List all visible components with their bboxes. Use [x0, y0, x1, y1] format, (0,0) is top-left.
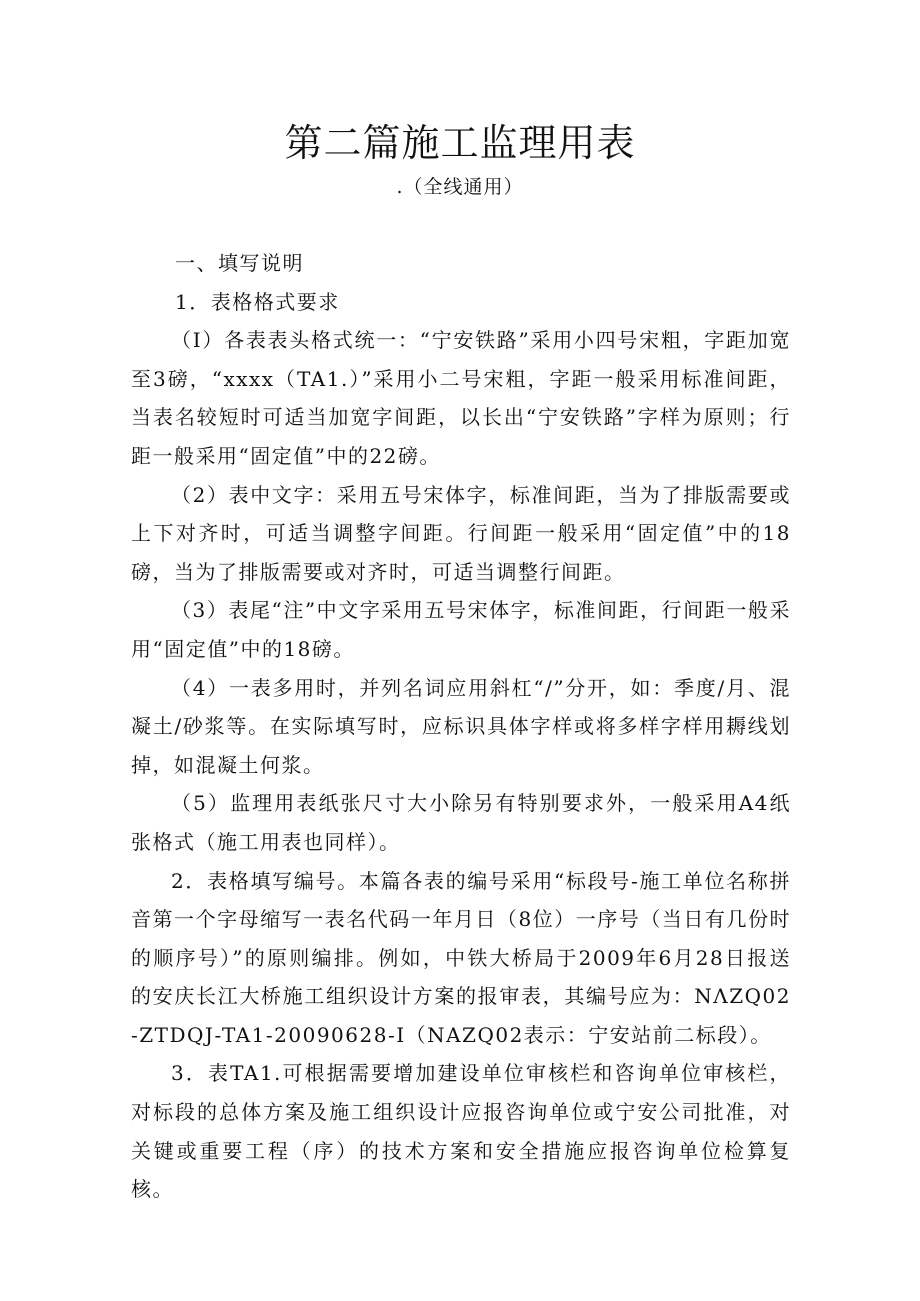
paragraph-item-3: （3）表尾“注”中文字采用五号宋体字，标准间距，行间距一般采用“固定值”中的18磅。	[131, 598, 791, 661]
paragraph-item-1: （I）各表表头格式统一：“宁安铁路”采用小四号宋粗，字距加宽至3磅，“xxxx（TA1.）”采用小二号宋粗，字距一般采用标准间距，当表名较短时可适当加宽字间距，以长出“宁安铁路”字样为原则；行距一般采用“固定值”中的22磅。	[131, 328, 791, 468]
section-heading: 一、填写说明	[175, 251, 304, 275]
paragraph-table-ta1: 3．表TA1.可根据需要增加建设单位审核栏和咨询单位审核栏，对标段的总体方案及施工组织设计应报咨询单位或宁安公司批准，对关键或重要工程（序）的技术方案和安全措施应报咨询单位检算复核。	[131, 1061, 791, 1202]
paragraph-item-2: （2）表中文字：采用五号宋体字，标准间距，当为了排版需要或上下对齐时，可适当调整字间距。行间距一般采用“固定值”中的18磅，当为了排版需要或对齐时，可适当调整行间距。	[131, 482, 791, 584]
document-title: 第二篇施工监理用表	[284, 121, 636, 165]
paragraph-item-5: （5）监理用表纸张尺寸大小除另有特别要求外，一般采用A4纸张格式（施工用表也同样）。	[131, 791, 791, 854]
subsection-heading: 1．表格格式要求	[175, 289, 340, 314]
document-body	[131, 244, 791, 1209]
paragraph-item-4: （4）一表多用时，并列名词应用斜杠“/”分开，如：季度/月、混凝土/砂浆等。在实际填写时，应标识具体字样或将多样字样用耨线划掉，如混凝土何浆。	[131, 675, 791, 777]
document-subtitle: .（全线通用）	[396, 176, 524, 198]
paragraph-numbering: 2．表格填写编号。本篇各表的编号采用“标段号-施工单位名称拼音第一个字母缩写一表名代码一年月日（8位）一序号（当日有几份时的顺序号）”的原则编排。例如，中铁大桥局于2009年6月28日报送的安庆长江大桥施工组织设计方案的报审表，其编号应为：NΛZQ02-ZTDQJ-TA1-20090628-I（NAZQ02表示：宁安站前二标段）。	[131, 868, 791, 1047]
